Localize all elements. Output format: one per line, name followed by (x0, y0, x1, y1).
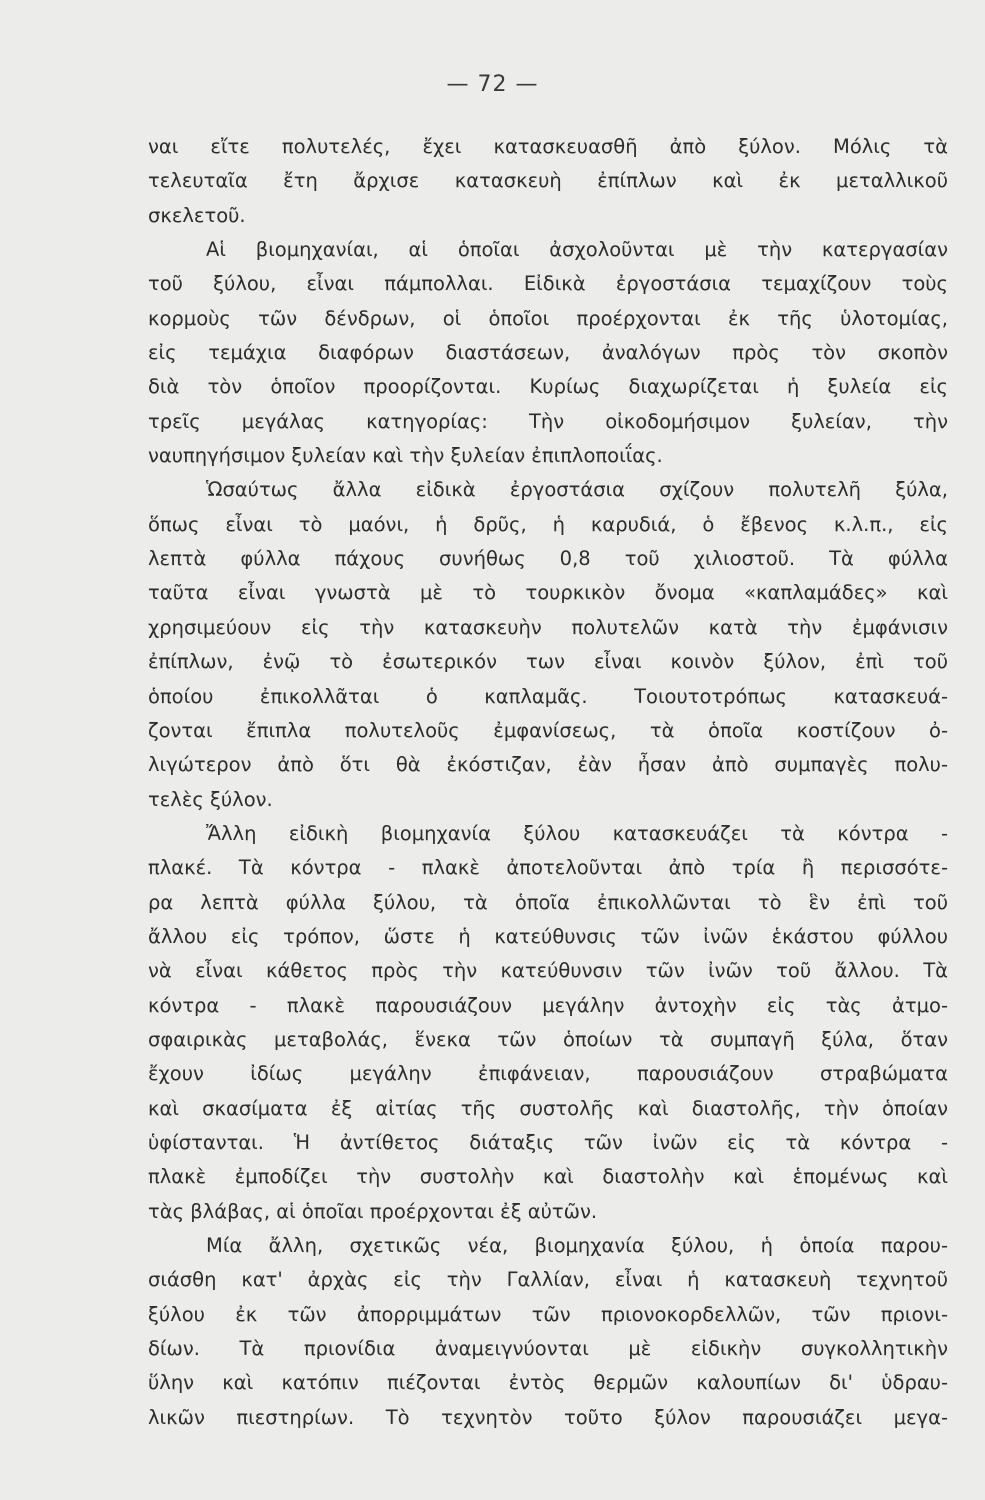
text-line: χρησιμεύουν εἰς τὴν κατασκευὴν πολυτελῶν κατὰ τὴν ἐμφάνισιν (148, 615, 948, 639)
text-line: σκελετοῦ. (148, 203, 246, 227)
text-line: λεπτὰ φύλλα πάχους συνήθως 0,8 τοῦ χιλιοστοῦ. Τὰ φύλλα (148, 547, 948, 571)
text-line: καὶ σκασίματα ἐξ αἰτίας τῆς συστολῆς καὶ διαστολῆς, τὴν ὁποίαν (148, 1096, 948, 1120)
text-line: ξύλου ἐκ τῶν ἀπορριμμάτων τῶν πριονοκορδελλῶν, τῶν πριονι- (148, 1302, 948, 1326)
page-number: — 72 — (446, 72, 539, 97)
text-line: σφαιρικὰς μεταβολάς, ἕνεκα τῶν ὁποίων τὰ συμπαγῆ ξύλα, ὅταν (148, 1027, 948, 1051)
text-line: πλακέ. Τὰ κόντρα - πλακὲ ἀποτελοῦνται ἀπὸ τρία ἢ περισσότε- (148, 856, 948, 880)
text-line: ρα λεπτὰ φύλλα ξύλου, τὰ ὁποῖα ἐπικολλῶνται τὸ ἓν ἐπὶ τοῦ (148, 890, 948, 914)
text-line: ὅπως εἶναι τὸ μαόνι, ἡ δρῦς, ἡ καρυδιά, ὁ ἔβενος κ.λ.π., εἰς (148, 512, 948, 536)
text-line: ὕλην καὶ κατόπιν πιέζονται ἐντὸς θερμῶν καλουπίων δι' ὑδραυ- (148, 1371, 948, 1395)
text-line: λιγώτερον ἀπὸ ὅτι θὰ ἐκόστιζαν, ἐὰν ἦσαν ἀπὸ συμπαγὲς πολυ- (148, 753, 948, 777)
text-line: Ἄλλη εἰδικὴ βιομηχανία ξύλου κατασκευάζει τὰ κόντρα - (206, 821, 948, 845)
text-line: τὰς βλάβας, αἱ ὁποῖαι προέρχονται ἐξ αὐτῶν. (148, 1199, 598, 1223)
text-line: τοῦ ξύλου, εἶναι πάμπολλαι. Εἰδικὰ ἐργοστάσια τεμαχίζουν τοὺς (148, 272, 948, 296)
text-line: κορμοὺς τῶν δένδρων, οἱ ὁποῖοι προέρχονται ἐκ τῆς ὑλοτομίας, (148, 306, 948, 330)
text-line: δίων. Τὰ πριονίδια ἀναμειγνύονται μὲ εἰδικὴν συγκολλητικὴν (148, 1337, 948, 1361)
text-line: Ὡσαύτως ἄλλα εἰδικὰ ἐργοστάσια σχίζουν πολυτελῆ ξύλα, (206, 478, 948, 502)
text-line: ζονται ἔπιπλα πολυτελοῦς ἐμφανίσεως, τὰ ὁποῖα κοστίζουν ὀ- (148, 718, 948, 742)
text-line: τελευταῖα ἔτη ἄρχισε κατασκευὴ ἐπίπλων καὶ ἐκ μεταλλικοῦ (148, 169, 948, 193)
text-line: διὰ τὸν ὁποῖον προορίζονται. Κυρίως διαχωρίζεται ἡ ξυλεία εἰς (148, 375, 948, 399)
text-line: ταῦτα εἶναι γνωστὰ μὲ τὸ τουρκικὸν ὄνομα «καπλαμάδες» καὶ (148, 581, 948, 605)
text-line: τρεῖς μεγάλας κατηγορίας: Τὴν οἰκοδομήσιμον ξυλείαν, τὴν (148, 409, 948, 433)
text-line: ἔχουν ἰδίως μεγάλην ἐπιφάνειαν, παρουσιάζουν στραβώματα (148, 1062, 948, 1086)
text-line: κόντρα - πλακὲ παρουσιάζουν μεγάλην ἀντοχὴν εἰς τὰς ἀτμο- (148, 993, 948, 1017)
body-text (148, 130, 948, 1435)
text-line: ὁποίου ἐπικολλᾶται ὁ καπλαμᾶς. Τοιουτοτρόπως κατασκευά- (148, 684, 948, 708)
text-line: λικῶν πιεστηρίων. Τὸ τεχνητὸν τοῦτο ξύλον παρουσιάζει μεγα- (148, 1405, 948, 1429)
text-line: σιάσθη κατ' ἀρχὰς εἰς τὴν Γαλλίαν, εἶναι ἡ κατασκευὴ τεχνητοῦ (148, 1268, 948, 1292)
text-line: ναι εἴτε πολυτελές, ἔχει κατασκευασθῆ ἀπὸ ξύλον. Μόλις τὰ (148, 135, 948, 158)
text-line: εἰς τεμάχια διαφόρων διαστάσεων, ἀναλόγων πρὸς τὸν σκοπὸν (148, 341, 948, 365)
text-line: νὰ εἶναι κάθετος πρὸς τὴν κατεύθυνσιν τῶν ἰνῶν τοῦ ἄλλου. Τὰ (148, 959, 948, 983)
text-line: τελὲς ξύλον. (148, 787, 273, 811)
text-line: ὑφίστανται. Ἡ ἀντίθετος διάταξις τῶν ἰνῶν εἰς τὰ κόντρα - (148, 1130, 948, 1154)
text-line: πλακὲ ἐμποδίζει τὴν συστολὴν καὶ διαστολὴν καὶ ἑπομένως καὶ (148, 1165, 948, 1189)
text-line: Μία ἄλλη, σχετικῶς νέα, βιομηχανία ξύλου, ἡ ὁποία παρου- (206, 1234, 948, 1257)
text-line: ἐπίπλων, ἐνῷ τὸ ἐσωτερικόν των εἶναι κοινὸν ξύλον, ἐπὶ τοῦ (148, 650, 948, 674)
text-line: ναυπηγήσιμον ξυλείαν καὶ τὴν ξυλείαν ἐπιπλοποιΐας. (148, 444, 663, 468)
text-line: ἄλλου εἰς τρόπον, ὥστε ἡ κατεύθυνσις τῶν ἰνῶν ἑκάστου φύλλου (148, 924, 948, 948)
text-line: Αἱ βιομηχανίαι, αἱ ὁποῖαι ἀσχολοῦνται μὲ τὴν κατεργασίαν (206, 238, 948, 262)
